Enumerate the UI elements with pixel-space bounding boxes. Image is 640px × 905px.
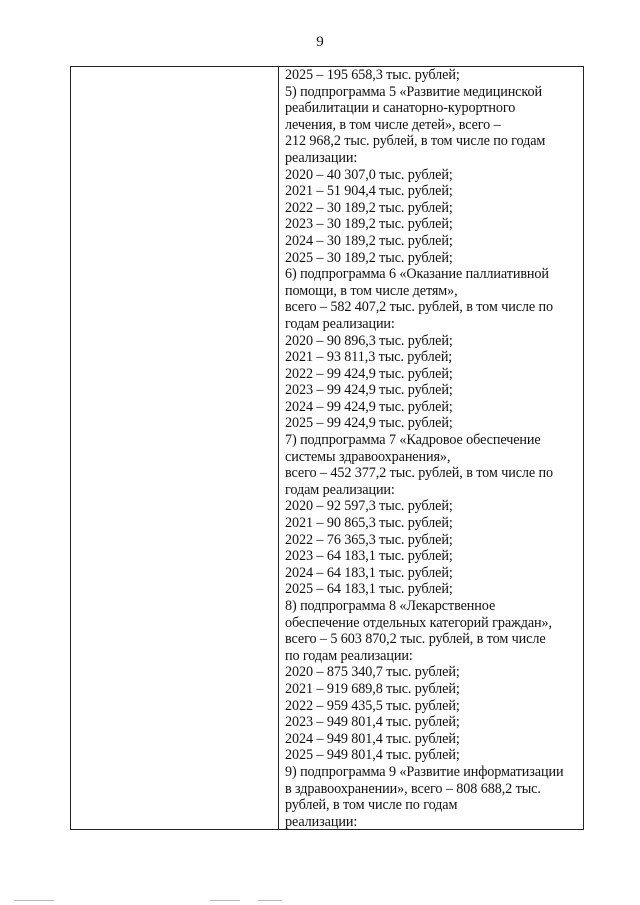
text-line: 9) подпрограмма 9 «Развитие информатизации xyxy=(285,763,564,780)
text-line: 2021 – 90 865,3 тыс. рублей; xyxy=(285,515,453,532)
text-line: 2021 – 51 904,4 тыс. рублей; xyxy=(285,183,453,200)
text-line: всего – 452 377,2 тыс. рублей, в том числе по xyxy=(285,465,554,482)
text-line: 2022 – 30 189,2 тыс. рублей; xyxy=(285,199,453,216)
text-line: 2023 – 949 801,4 тыс. рублей; xyxy=(285,714,460,731)
text-line: 2021 – 919 689,8 тыс. рублей; xyxy=(285,680,460,697)
text-line: 2020 – 92 597,3 тыс. рублей; xyxy=(285,498,453,515)
text-line: 2025 – 949 801,4 тыс. рублей; xyxy=(285,747,460,764)
text-line: рублей, в том числе по годам xyxy=(285,797,458,814)
text-line: 2025 – 30 189,2 тыс. рублей; xyxy=(285,249,453,266)
text-line: 2023 – 64 183,1 тыс. рублей; xyxy=(285,548,453,565)
text-line: реализации: xyxy=(285,813,358,829)
text-line: всего – 582 407,2 тыс. рублей, в том числе по xyxy=(285,299,554,316)
text-line: 2023 – 30 189,2 тыс. рублей; xyxy=(285,216,453,233)
program-table xyxy=(70,66,584,830)
text-line: 212 968,2 тыс. рублей, в том числе по годам xyxy=(285,133,546,150)
text-line: 2025 – 64 183,1 тыс. рублей; xyxy=(285,581,453,598)
text-line: обеспечение отдельных категорий граждан», xyxy=(285,614,552,631)
text-line: 2020 – 90 896,3 тыс. рублей; xyxy=(285,332,453,349)
text-line: реабилитации и санаторно-курортного xyxy=(285,100,516,117)
scan-artifact-marks xyxy=(0,893,640,903)
text-line: 2025 – 99 424,9 тыс. рублей; xyxy=(285,415,453,432)
text-line: лечения, в том числе детей», всего – xyxy=(285,116,501,133)
text-line: 2024 – 99 424,9 тыс. рублей; xyxy=(285,398,453,415)
text-line: 5) подпрограмма 5 «Развитие медицинской xyxy=(285,83,542,100)
text-line: системы здравоохранения», xyxy=(285,448,451,465)
text-line: 2023 – 99 424,9 тыс. рублей; xyxy=(285,382,453,399)
text-line: 2024 – 64 183,1 тыс. рублей; xyxy=(285,564,453,581)
text-line: 2020 – 875 340,7 тыс. рублей; xyxy=(285,664,460,681)
text-line: годам реализации: xyxy=(285,315,395,332)
text-line: 2020 – 40 307,0 тыс. рублей; xyxy=(285,166,453,183)
text-line: 6) подпрограмма 6 «Оказание паллиативной xyxy=(285,266,549,283)
text-line: 7) подпрограмма 7 «Кадровое обеспечение xyxy=(285,432,541,449)
text-line: 2024 – 949 801,4 тыс. рублей; xyxy=(285,730,460,747)
text-line: годам реализации: xyxy=(285,481,395,498)
text-line: 8) подпрограмма 8 «Лекарственное xyxy=(285,598,496,614)
text-line: 2025 – 195 658,3 тыс. рублей; xyxy=(285,67,460,83)
text-line: реализации: xyxy=(285,149,358,166)
text-line: помощи, в том числе детям», xyxy=(285,282,458,299)
table-right-cell xyxy=(279,67,583,829)
text-line: 2021 – 93 811,3 тыс. рублей; xyxy=(285,349,453,366)
text-line: всего – 5 603 870,2 тыс. рублей, в том числе xyxy=(285,631,546,648)
page-number: 9 xyxy=(316,34,324,50)
text-line: 2022 – 99 424,9 тыс. рублей; xyxy=(285,365,453,382)
text-line: 2024 – 30 189,2 тыс. рублей; xyxy=(285,232,453,249)
text-line: в здравоохранении», всего – 808 688,2 тыс. xyxy=(285,780,541,797)
text-line: 2022 – 76 365,3 тыс. рублей; xyxy=(285,531,453,548)
text-line: 2022 – 959 435,5 тыс. рублей; xyxy=(285,697,460,714)
table-left-cell xyxy=(71,67,279,829)
text-line: по годам реализации: xyxy=(285,647,413,664)
